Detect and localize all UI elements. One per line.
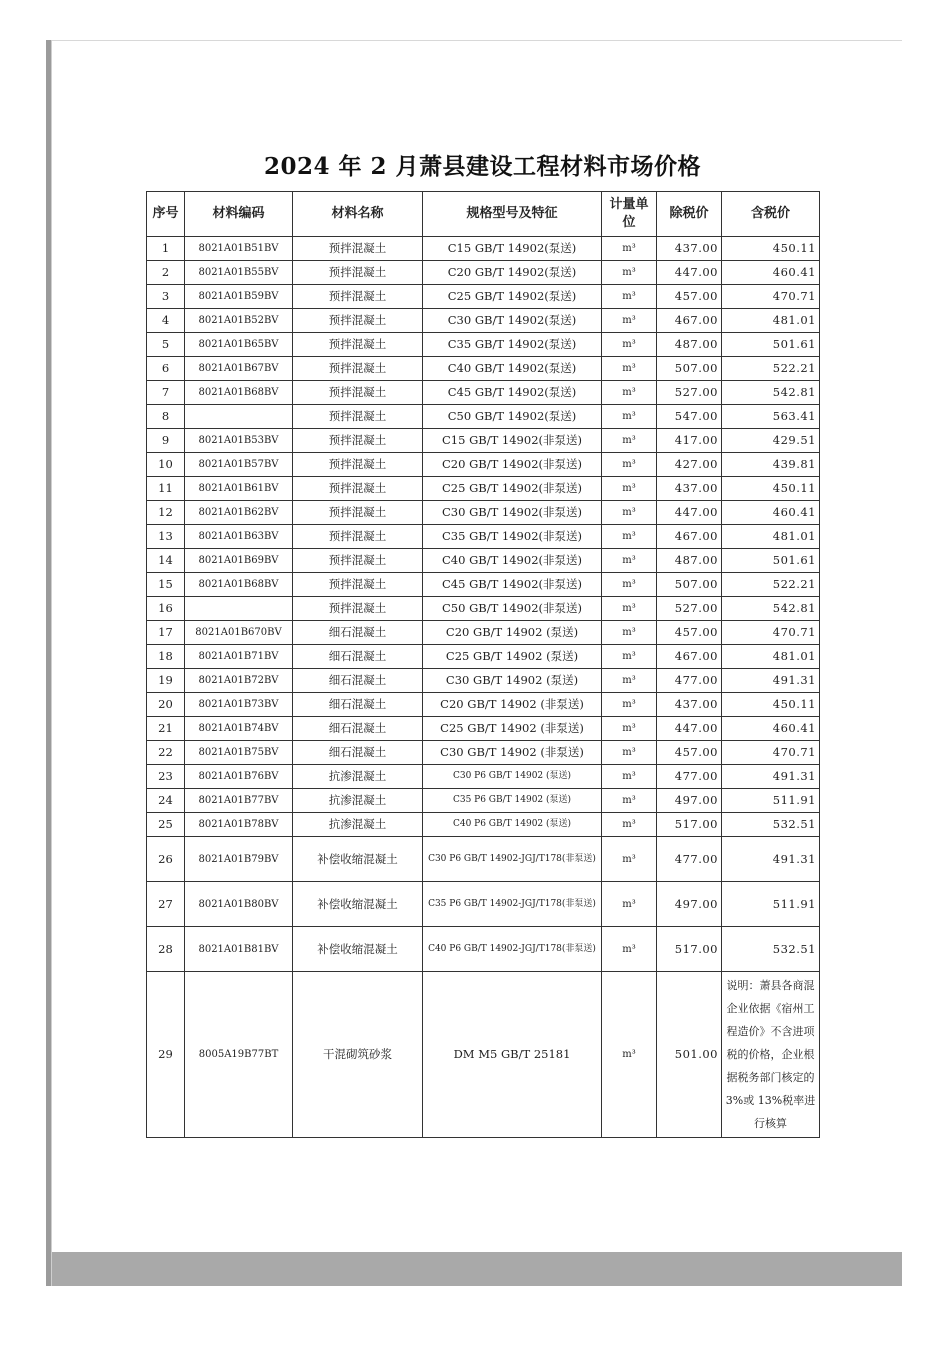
cell-spec: C35 GB/T 14902(泵送) xyxy=(423,333,602,357)
cell-code: 8021A01B55BV xyxy=(185,261,293,285)
cell-price-in-tax: 511.91 xyxy=(722,882,820,927)
cell-seq: 7 xyxy=(147,381,185,405)
cell-price-in-tax: 563.41 xyxy=(722,405,820,429)
cell-spec: C40 P6 GB/T 14902-JGJ/T178(非泵送) xyxy=(423,927,602,972)
cell-code xyxy=(185,597,293,621)
cell-price-in-tax: 470.71 xyxy=(722,741,820,765)
cell-price-ex-tax: 517.00 xyxy=(657,927,722,972)
cell-code: 8021A01B80BV xyxy=(185,882,293,927)
cell-price-in-tax: 470.71 xyxy=(722,285,820,309)
table-row xyxy=(147,405,820,429)
cell-name: 预拌混凝土 xyxy=(293,501,423,525)
table-row xyxy=(147,237,820,261)
cell-spec: C25 GB/T 14902(非泵送) xyxy=(423,477,602,501)
cell-unit: m³ xyxy=(602,405,657,429)
cell-seq: 24 xyxy=(147,789,185,813)
cell-seq: 2 xyxy=(147,261,185,285)
cell-seq: 22 xyxy=(147,741,185,765)
table-row xyxy=(147,882,820,927)
cell-seq: 12 xyxy=(147,501,185,525)
cell-seq: 21 xyxy=(147,717,185,741)
cell-code: 8021A01B78BV xyxy=(185,813,293,837)
table-row xyxy=(147,717,820,741)
table-row xyxy=(147,309,820,333)
cell-name: 预拌混凝土 xyxy=(293,357,423,381)
cell-price-ex-tax: 437.00 xyxy=(657,237,722,261)
cell-unit: m³ xyxy=(602,309,657,333)
cell-price-ex-tax: 417.00 xyxy=(657,429,722,453)
cell-code: 8021A01B75BV xyxy=(185,741,293,765)
cell-price-in-tax: 522.21 xyxy=(722,357,820,381)
table-row xyxy=(147,597,820,621)
cell-spec: C30 GB/T 14902 (泵送) xyxy=(423,669,602,693)
cell-name: 干混砌筑砂浆 xyxy=(293,972,423,1138)
cell-name: 细石混凝土 xyxy=(293,669,423,693)
cell-spec: C20 GB/T 14902(泵送) xyxy=(423,261,602,285)
table-row xyxy=(147,645,820,669)
cell-price-ex-tax: 487.00 xyxy=(657,333,722,357)
cell-name: 预拌混凝土 xyxy=(293,477,423,501)
cell-code: 8021A01B69BV xyxy=(185,549,293,573)
cell-name: 预拌混凝土 xyxy=(293,525,423,549)
cell-price-in-tax: 542.81 xyxy=(722,597,820,621)
cell-seq: 4 xyxy=(147,309,185,333)
cell-unit: m³ xyxy=(602,882,657,927)
header-code: 材料编码 xyxy=(185,192,293,237)
cell-price-ex-tax: 527.00 xyxy=(657,381,722,405)
table-row xyxy=(147,333,820,357)
cell-unit: m³ xyxy=(602,765,657,789)
cell-seq: 10 xyxy=(147,453,185,477)
cell-price-in-tax: 450.11 xyxy=(722,477,820,501)
cell-unit: m³ xyxy=(602,453,657,477)
cell-unit: m³ xyxy=(602,477,657,501)
cell-spec: C30 GB/T 14902(非泵送) xyxy=(423,501,602,525)
header-price-in-tax: 含税价 xyxy=(722,192,820,237)
cell-price-ex-tax: 457.00 xyxy=(657,285,722,309)
cell-name: 抗渗混凝土 xyxy=(293,813,423,837)
cell-spec: C25 GB/T 14902 (非泵送) xyxy=(423,717,602,741)
table-row xyxy=(147,285,820,309)
cell-unit: m³ xyxy=(602,669,657,693)
cell-price-ex-tax: 477.00 xyxy=(657,837,722,882)
cell-price-ex-tax: 497.00 xyxy=(657,882,722,927)
cell-name: 补偿收缩混凝土 xyxy=(293,927,423,972)
note-text: 说明：萧县各商混企业依据《宿州工程造价》不含进项税的价格，企业根据税务部门核定的3%或 13%税率进行核算 xyxy=(722,972,820,1138)
header-seq: 序号 xyxy=(147,192,185,237)
cell-unit: m³ xyxy=(602,597,657,621)
cell-unit: m³ xyxy=(602,429,657,453)
cell-price-ex-tax: 427.00 xyxy=(657,453,722,477)
cell-price-in-tax: 450.11 xyxy=(722,693,820,717)
cell-unit: m³ xyxy=(602,357,657,381)
cell-spec: C15 GB/T 14902(非泵送) xyxy=(423,429,602,453)
price-table xyxy=(146,191,820,1138)
cell-seq: 27 xyxy=(147,882,185,927)
cell-unit: m³ xyxy=(602,285,657,309)
cell-code: 8021A01B57BV xyxy=(185,453,293,477)
cell-code: 8021A01B71BV xyxy=(185,645,293,669)
cell-seq: 23 xyxy=(147,765,185,789)
cell-name: 细石混凝土 xyxy=(293,645,423,669)
cell-unit: m³ xyxy=(602,717,657,741)
cell-price-ex-tax: 457.00 xyxy=(657,621,722,645)
cell-seq: 14 xyxy=(147,549,185,573)
cell-name: 细石混凝土 xyxy=(293,717,423,741)
table-row xyxy=(147,813,820,837)
cell-price-ex-tax: 447.00 xyxy=(657,261,722,285)
cell-name: 抗渗混凝土 xyxy=(293,789,423,813)
cell-seq: 11 xyxy=(147,477,185,501)
cell-unit: m³ xyxy=(602,693,657,717)
cell-unit: m³ xyxy=(602,573,657,597)
cell-name: 预拌混凝土 xyxy=(293,309,423,333)
table-row xyxy=(147,381,820,405)
table-row xyxy=(147,477,820,501)
page-left-border xyxy=(51,40,52,1286)
table-row xyxy=(147,972,820,1138)
cell-seq: 6 xyxy=(147,357,185,381)
cell-price-in-tax: 522.21 xyxy=(722,573,820,597)
cell-price-ex-tax: 447.00 xyxy=(657,717,722,741)
cell-code: 8021A01B51BV xyxy=(185,237,293,261)
cell-unit: m³ xyxy=(602,972,657,1138)
cell-unit: m³ xyxy=(602,549,657,573)
page-top-border xyxy=(52,40,902,41)
cell-name: 预拌混凝土 xyxy=(293,381,423,405)
cell-name: 预拌混凝土 xyxy=(293,285,423,309)
cell-price-ex-tax: 497.00 xyxy=(657,789,722,813)
cell-code: 8021A01B62BV xyxy=(185,501,293,525)
cell-price-in-tax: 439.81 xyxy=(722,453,820,477)
cell-code xyxy=(185,405,293,429)
table-row xyxy=(147,621,820,645)
cell-spec: C50 GB/T 14902(非泵送) xyxy=(423,597,602,621)
cell-spec: C25 GB/T 14902(泵送) xyxy=(423,285,602,309)
cell-seq: 1 xyxy=(147,237,185,261)
table-row xyxy=(147,573,820,597)
cell-spec: C25 GB/T 14902 (泵送) xyxy=(423,645,602,669)
cell-seq: 19 xyxy=(147,669,185,693)
cell-price-ex-tax: 507.00 xyxy=(657,357,722,381)
cell-code: 8021A01B68BV xyxy=(185,573,293,597)
cell-code: 8021A01B52BV xyxy=(185,309,293,333)
cell-code: 8021A01B77BV xyxy=(185,789,293,813)
cell-seq: 18 xyxy=(147,645,185,669)
cell-price-ex-tax: 467.00 xyxy=(657,645,722,669)
cell-price-ex-tax: 501.00 xyxy=(657,972,722,1138)
cell-spec: C40 GB/T 14902(非泵送) xyxy=(423,549,602,573)
cell-price-in-tax: 542.81 xyxy=(722,381,820,405)
header-name: 材料名称 xyxy=(293,192,423,237)
cell-price-ex-tax: 477.00 xyxy=(657,765,722,789)
cell-seq: 13 xyxy=(147,525,185,549)
cell-code: 8005A19B77BT xyxy=(185,972,293,1138)
table-row xyxy=(147,789,820,813)
cell-name: 补偿收缩混凝土 xyxy=(293,837,423,882)
cell-price-in-tax: 501.61 xyxy=(722,333,820,357)
cell-price-ex-tax: 447.00 xyxy=(657,501,722,525)
cell-unit: m³ xyxy=(602,381,657,405)
cell-code: 8021A01B61BV xyxy=(185,477,293,501)
table-row xyxy=(147,261,820,285)
cell-name: 预拌混凝土 xyxy=(293,573,423,597)
cell-price-ex-tax: 547.00 xyxy=(657,405,722,429)
cell-code: 8021A01B81BV xyxy=(185,927,293,972)
cell-unit: m³ xyxy=(602,333,657,357)
cell-price-ex-tax: 437.00 xyxy=(657,693,722,717)
table-row xyxy=(147,525,820,549)
table-row xyxy=(147,927,820,972)
cell-seq: 8 xyxy=(147,405,185,429)
cell-price-in-tax: 460.41 xyxy=(722,717,820,741)
cell-seq: 26 xyxy=(147,837,185,882)
cell-spec: C35 P6 GB/T 14902 (泵送) xyxy=(423,789,602,813)
cell-spec: C20 GB/T 14902 (非泵送) xyxy=(423,693,602,717)
cell-name: 预拌混凝土 xyxy=(293,333,423,357)
cell-price-in-tax: 491.31 xyxy=(722,669,820,693)
table-row xyxy=(147,501,820,525)
table-row xyxy=(147,693,820,717)
table-header-row xyxy=(147,192,820,237)
cell-spec: C50 GB/T 14902(泵送) xyxy=(423,405,602,429)
cell-name: 细石混凝土 xyxy=(293,693,423,717)
cell-name: 细石混凝土 xyxy=(293,741,423,765)
cell-unit: m³ xyxy=(602,237,657,261)
cell-seq: 28 xyxy=(147,927,185,972)
header-unit: 计量单位 xyxy=(602,192,657,237)
cell-price-in-tax: 491.31 xyxy=(722,765,820,789)
table-body xyxy=(147,237,820,1138)
cell-price-ex-tax: 467.00 xyxy=(657,309,722,333)
cell-name: 预拌混凝土 xyxy=(293,405,423,429)
cell-price-in-tax: 511.91 xyxy=(722,789,820,813)
cell-name: 细石混凝土 xyxy=(293,621,423,645)
cell-spec: C35 P6 GB/T 14902-JGJ/T178(非泵送) xyxy=(423,882,602,927)
cell-price-ex-tax: 487.00 xyxy=(657,549,722,573)
cell-price-in-tax: 532.51 xyxy=(722,927,820,972)
cell-price-ex-tax: 517.00 xyxy=(657,813,722,837)
page-bottom-bar xyxy=(52,1252,902,1286)
header-spec: 规格型号及特征 xyxy=(423,192,602,237)
cell-unit: m³ xyxy=(602,813,657,837)
cell-code: 8021A01B65BV xyxy=(185,333,293,357)
cell-spec: C30 GB/T 14902 (非泵送) xyxy=(423,741,602,765)
cell-seq: 5 xyxy=(147,333,185,357)
cell-price-in-tax: 470.71 xyxy=(722,621,820,645)
cell-code: 8021A01B68BV xyxy=(185,381,293,405)
cell-spec: C30 P6 GB/T 14902 (泵送) xyxy=(423,765,602,789)
cell-price-ex-tax: 507.00 xyxy=(657,573,722,597)
cell-unit: m³ xyxy=(602,501,657,525)
cell-spec: C20 GB/T 14902 (泵送) xyxy=(423,621,602,645)
cell-seq: 9 xyxy=(147,429,185,453)
cell-price-in-tax: 491.31 xyxy=(722,837,820,882)
cell-code: 8021A01B63BV xyxy=(185,525,293,549)
cell-code: 8021A01B67BV xyxy=(185,357,293,381)
cell-unit: m³ xyxy=(602,261,657,285)
cell-code: 8021A01B670BV xyxy=(185,621,293,645)
table-row xyxy=(147,357,820,381)
cell-seq: 16 xyxy=(147,597,185,621)
cell-name: 预拌混凝土 xyxy=(293,549,423,573)
cell-price-in-tax: 460.41 xyxy=(722,261,820,285)
cell-price-in-tax: 450.11 xyxy=(722,237,820,261)
cell-spec: C15 GB/T 14902(泵送) xyxy=(423,237,602,261)
cell-seq: 25 xyxy=(147,813,185,837)
cell-seq: 15 xyxy=(147,573,185,597)
cell-unit: m³ xyxy=(602,927,657,972)
cell-price-in-tax: 481.01 xyxy=(722,309,820,333)
cell-spec: C45 GB/T 14902(非泵送) xyxy=(423,573,602,597)
cell-name: 预拌混凝土 xyxy=(293,237,423,261)
table-row xyxy=(147,669,820,693)
table-row xyxy=(147,453,820,477)
table-row xyxy=(147,765,820,789)
table-row xyxy=(147,741,820,765)
cell-code: 8021A01B53BV xyxy=(185,429,293,453)
cell-price-in-tax: 460.41 xyxy=(722,501,820,525)
cell-name: 抗渗混凝土 xyxy=(293,765,423,789)
cell-code: 8021A01B79BV xyxy=(185,837,293,882)
cell-price-in-tax: 532.51 xyxy=(722,813,820,837)
cell-code: 8021A01B59BV xyxy=(185,285,293,309)
cell-seq: 3 xyxy=(147,285,185,309)
cell-unit: m³ xyxy=(602,645,657,669)
cell-price-in-tax: 481.01 xyxy=(722,525,820,549)
cell-price-in-tax: 481.01 xyxy=(722,645,820,669)
cell-unit: m³ xyxy=(602,837,657,882)
cell-seq: 29 xyxy=(147,972,185,1138)
cell-price-ex-tax: 527.00 xyxy=(657,597,722,621)
cell-spec: C30 GB/T 14902(泵送) xyxy=(423,309,602,333)
page-title: 2024 年 2 月萧县建设工程材料市场价格 xyxy=(263,153,702,180)
cell-spec: C40 P6 GB/T 14902 (泵送) xyxy=(423,813,602,837)
cell-name: 预拌混凝土 xyxy=(293,429,423,453)
table-row xyxy=(147,837,820,882)
cell-unit: m³ xyxy=(602,789,657,813)
cell-code: 8021A01B73BV xyxy=(185,693,293,717)
table-row xyxy=(147,429,820,453)
table-row xyxy=(147,549,820,573)
cell-spec: C45 GB/T 14902(泵送) xyxy=(423,381,602,405)
cell-name: 预拌混凝土 xyxy=(293,453,423,477)
cell-spec: DM M5 GB/T 25181 xyxy=(423,972,602,1138)
cell-unit: m³ xyxy=(602,525,657,549)
cell-spec: C30 P6 GB/T 14902-JGJ/T178(非泵送) xyxy=(423,837,602,882)
cell-spec: C35 GB/T 14902(非泵送) xyxy=(423,525,602,549)
cell-price-in-tax: 501.61 xyxy=(722,549,820,573)
cell-seq: 20 xyxy=(147,693,185,717)
cell-spec: C40 GB/T 14902(泵送) xyxy=(423,357,602,381)
cell-code: 8021A01B74BV xyxy=(185,717,293,741)
cell-price-ex-tax: 457.00 xyxy=(657,741,722,765)
cell-name: 预拌混凝土 xyxy=(293,597,423,621)
cell-code: 8021A01B76BV xyxy=(185,765,293,789)
cell-unit: m³ xyxy=(602,741,657,765)
cell-price-ex-tax: 467.00 xyxy=(657,525,722,549)
header-price-ex-tax: 除税价 xyxy=(657,192,722,237)
cell-unit: m³ xyxy=(602,621,657,645)
cell-price-ex-tax: 437.00 xyxy=(657,477,722,501)
cell-seq: 17 xyxy=(147,621,185,645)
cell-price-ex-tax: 477.00 xyxy=(657,669,722,693)
cell-name: 预拌混凝土 xyxy=(293,261,423,285)
cell-code: 8021A01B72BV xyxy=(185,669,293,693)
cell-spec: C20 GB/T 14902(非泵送) xyxy=(423,453,602,477)
cell-name: 补偿收缩混凝土 xyxy=(293,882,423,927)
cell-price-in-tax: 429.51 xyxy=(722,429,820,453)
